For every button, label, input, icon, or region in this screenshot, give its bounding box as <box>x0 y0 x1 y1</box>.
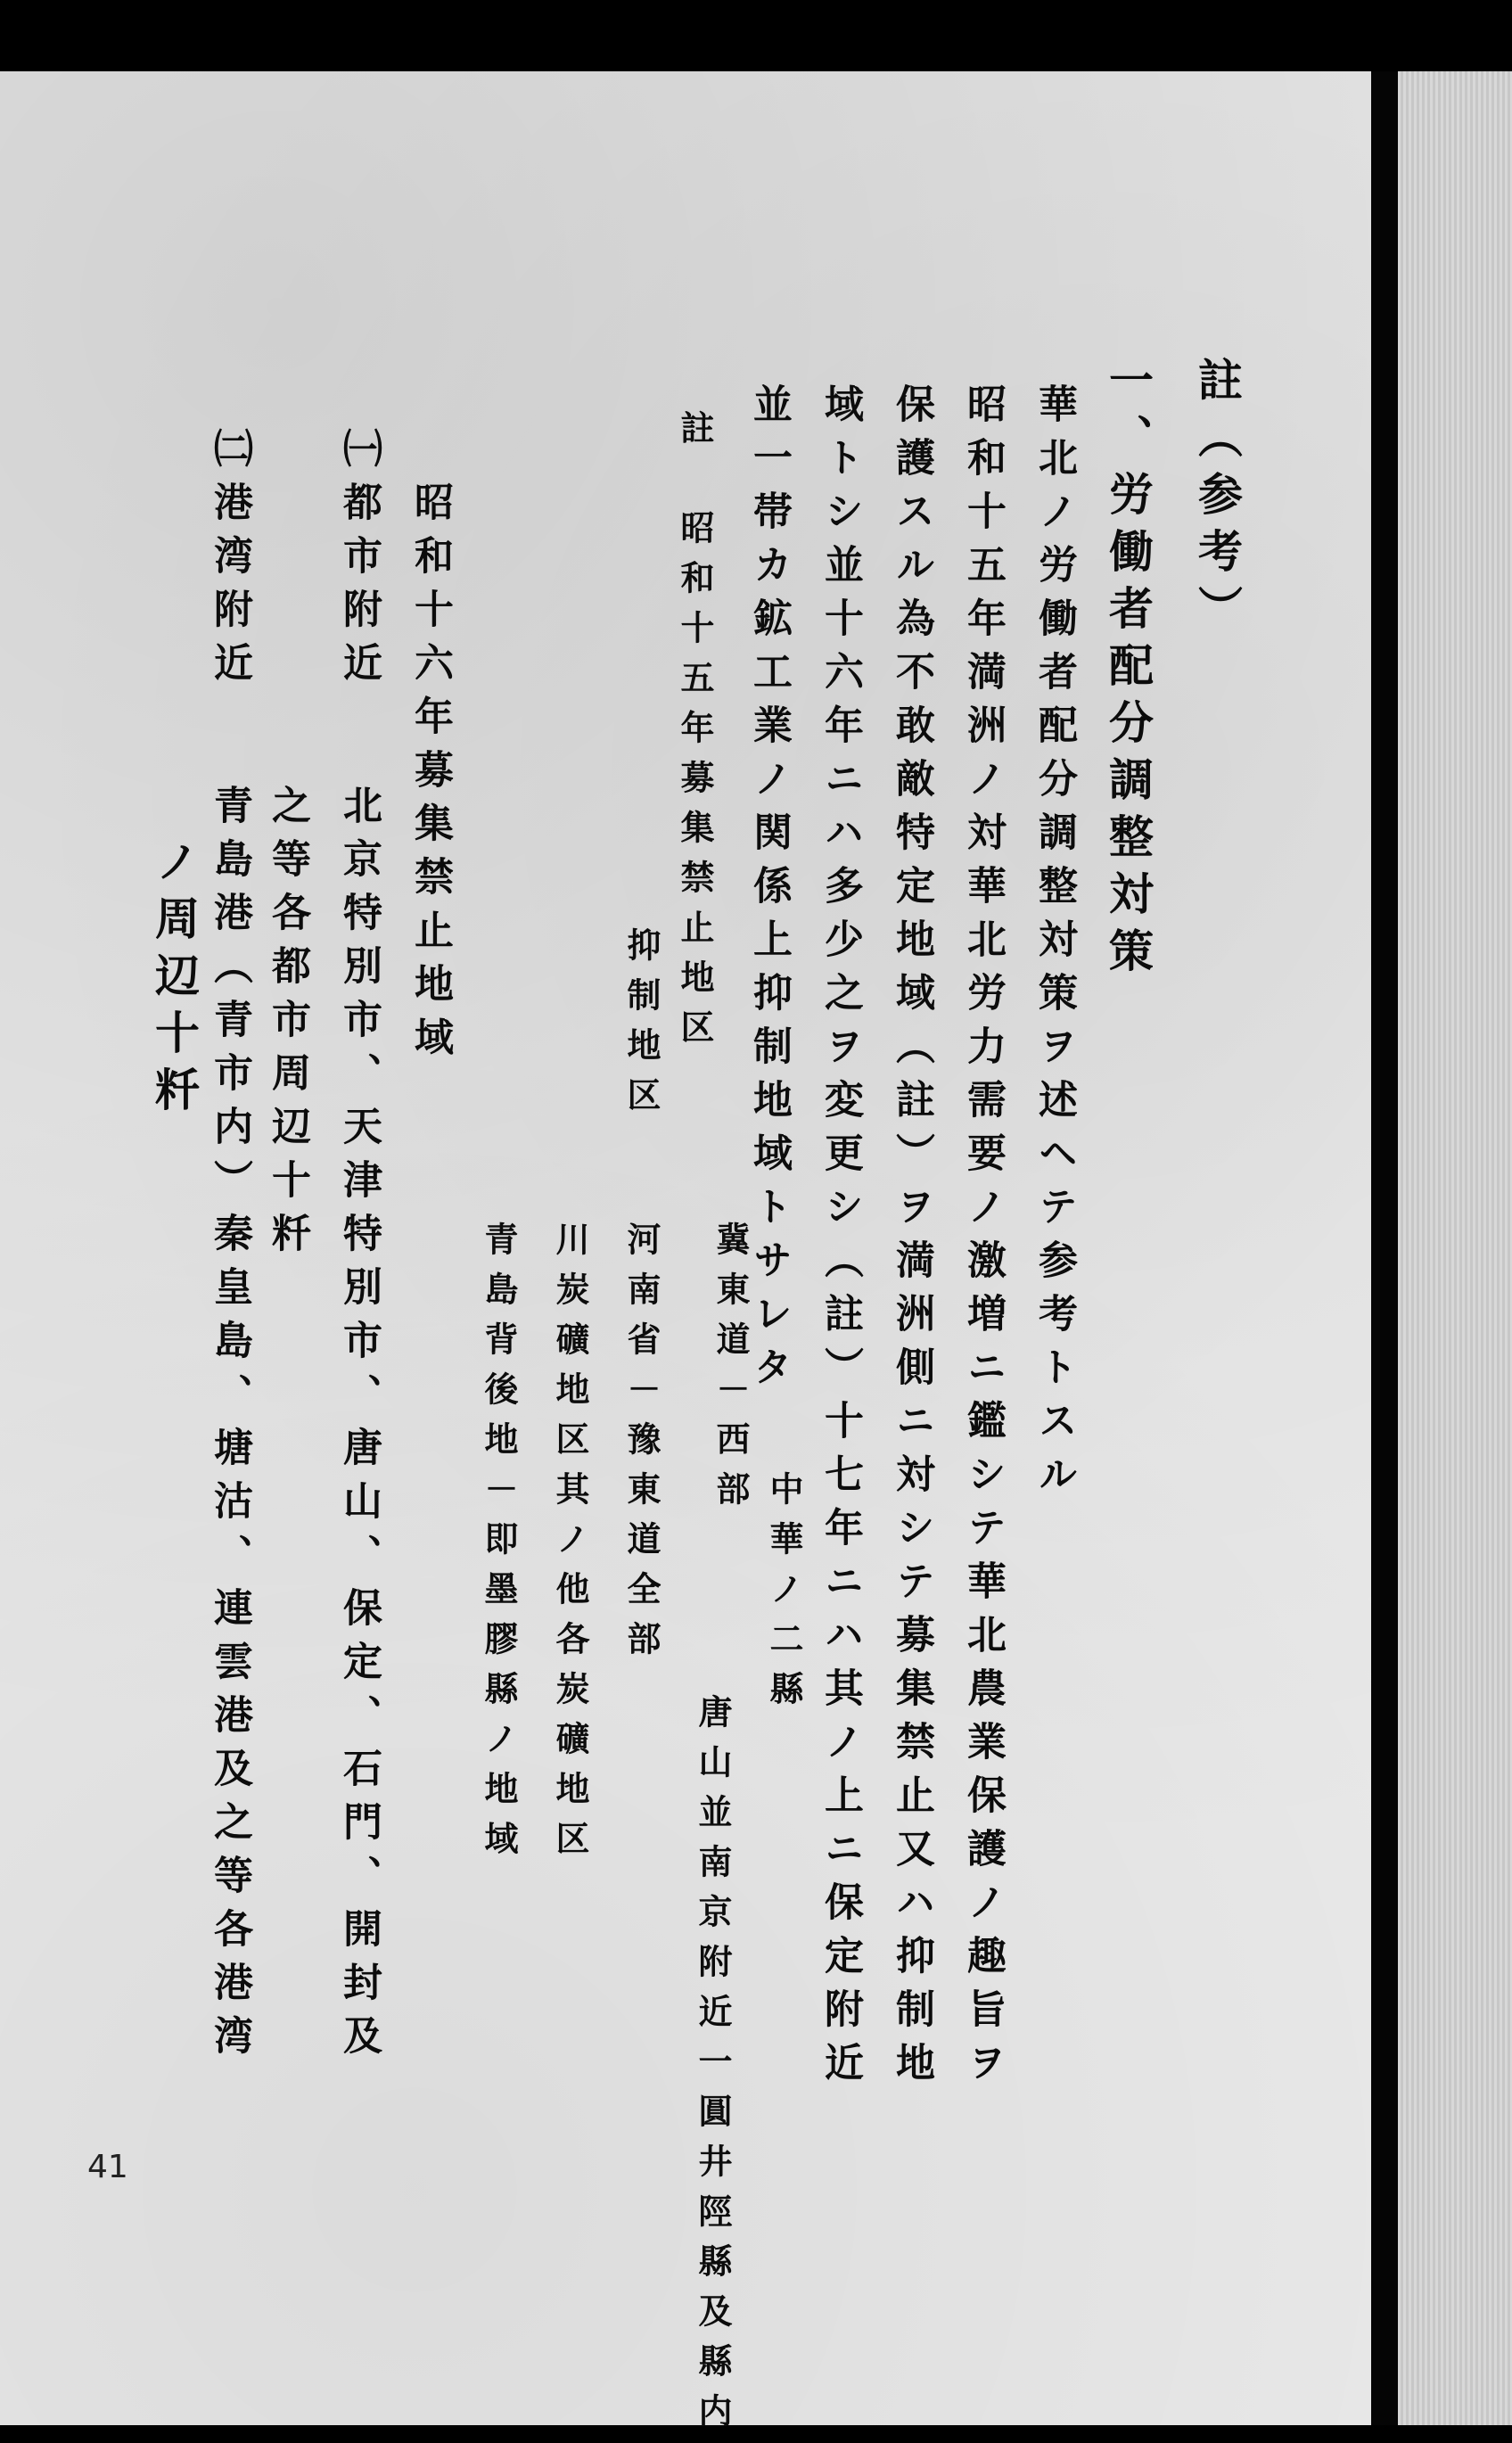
note-1-item-2: 河南省－豫東道全部 <box>621 1222 662 1671</box>
note-1-item-4: 青島背後地－即墨膠縣ノ地域 <box>479 1222 519 1871</box>
note-2-item-1-cont: 之等各都市周辺十粁 <box>265 785 310 1266</box>
body-line-3: 保護スル為不敢敵特定地域（註）ヲ満洲側ニ対シテ募集禁止又ハ抑制地 <box>889 383 934 2095</box>
side-fragment-1: 中華ノ二縣 <box>764 1471 804 1721</box>
note-2-heading: 昭和十六年募集禁止地域 <box>407 481 453 1070</box>
adjacent-page-edge <box>1398 71 1512 2425</box>
page-number: 41 <box>87 2149 128 2185</box>
note-1-item-1: 冀東道－西部 <box>711 1222 751 1521</box>
note-2-item-2-label: ㈡港湾附近 <box>207 428 252 695</box>
note-2-item-1-label: ㈠都市附近 <box>336 428 382 695</box>
body-line-2: 昭和十五年満洲ノ対華北労力需要ノ激増ニ鑑シテ華北農業保護ノ趣旨ヲ <box>960 383 1006 2095</box>
body-line-5: 並一帯カ鉱工業ノ関係上抑制地域トサレタ <box>746 383 792 1400</box>
note-1-item-3: 川炭礦地区其ノ他各炭礦地区 <box>550 1222 590 1871</box>
note-1-heading: 註 昭和十五年募集禁止地区 <box>675 410 715 1059</box>
section-title: 一、労働者配分調整対策 <box>1102 357 1155 984</box>
note-2-item-2-cont: ノ周辺十粁 <box>148 838 201 1123</box>
note-2-item-2-text: 青島港（青市内）秦皇島、塘沽、連雲港及之等各港湾 <box>207 785 252 2069</box>
note-1-subheading: 抑制地区 <box>621 927 662 1127</box>
body-line-4: 域トシ並十六年ニハ多少之ヲ変更シ（註）十七年ニハ其ノ上ニ保定附近 <box>818 383 863 2095</box>
note-2-item-1-text: 北京特別市、天津特別市、唐山、保定、石門、開封及 <box>336 785 382 2069</box>
book-spine <box>1371 71 1398 2425</box>
body-line-1: 華北ノ労働者配分調整対策ヲ述ヘテ参考トスル <box>1031 383 1077 1507</box>
side-fragment-2: 唐山並南京附近一圓井陘縣及縣内 <box>693 1694 733 2443</box>
note-heading: 註（参考） <box>1191 357 1244 642</box>
scan-top-band <box>0 0 1512 80</box>
